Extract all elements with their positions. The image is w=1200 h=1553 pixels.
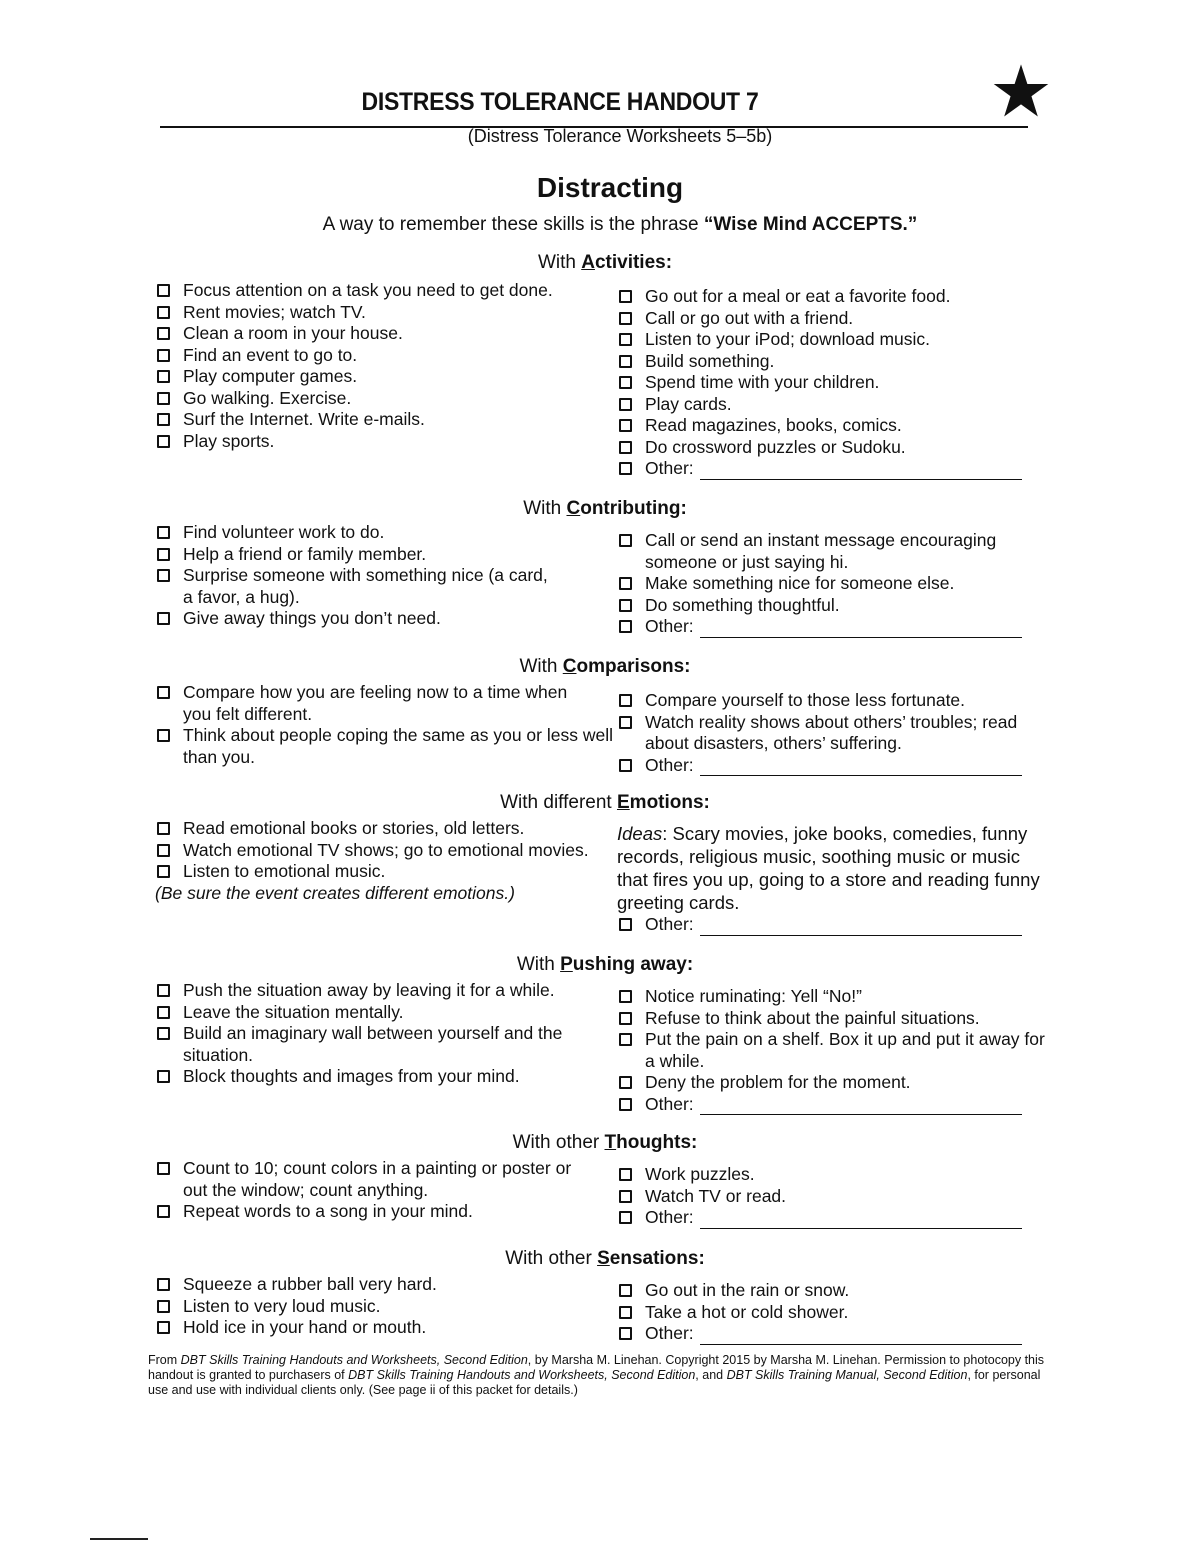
checkbox-icon[interactable] bbox=[619, 599, 632, 612]
item-text: Squeeze a rubber ball very hard. bbox=[183, 1274, 437, 1294]
item-text: Do something thoughtful. bbox=[645, 594, 840, 615]
checklist-item[interactable] bbox=[155, 565, 548, 608]
checkbox-icon[interactable] bbox=[157, 844, 170, 857]
checklist-item[interactable] bbox=[155, 323, 600, 345]
heading-key-rest: ensations: bbox=[609, 1248, 705, 1269]
item-text: Build something. bbox=[645, 350, 775, 371]
checkbox-icon[interactable] bbox=[157, 284, 170, 297]
checklist-item[interactable] bbox=[617, 1164, 1057, 1186]
item-text: Go walking. Exercise. bbox=[183, 387, 352, 408]
checkbox-icon[interactable] bbox=[619, 1306, 632, 1319]
checklist-item[interactable] bbox=[155, 1296, 600, 1318]
checkbox-icon[interactable] bbox=[619, 1327, 632, 1340]
checklist-item[interactable] bbox=[617, 308, 1057, 330]
item-text: Hold ice in your hand or mouth. bbox=[183, 1317, 427, 1337]
checklist-item[interactable] bbox=[155, 608, 600, 630]
right-column bbox=[617, 1280, 1057, 1345]
checklist-item[interactable] bbox=[155, 1158, 583, 1201]
other-write-in-line[interactable] bbox=[700, 1210, 1022, 1229]
item-text: Go out for a meal or eat a favorite food. bbox=[645, 286, 951, 306]
checklist-item[interactable] bbox=[155, 840, 603, 862]
checkbox-icon[interactable] bbox=[619, 419, 632, 432]
checkbox-icon[interactable] bbox=[157, 1027, 170, 1040]
checklist-item[interactable] bbox=[617, 1280, 1057, 1302]
right-column bbox=[617, 822, 1057, 936]
checklist-item[interactable] bbox=[617, 286, 1057, 308]
heading-key bbox=[563, 656, 691, 677]
footer-text: , for personal use and use with individual clients only. (See page ii of this packet for details.) bbox=[148, 1368, 1041, 1397]
checklist-item[interactable] bbox=[155, 522, 600, 544]
item-text: Clean a room in your house. bbox=[183, 323, 403, 343]
other-write-in-line[interactable] bbox=[700, 757, 1022, 776]
item-text: Push the situation away by leaving it for a while. bbox=[183, 980, 555, 1000]
checkbox-icon[interactable] bbox=[157, 435, 170, 448]
checkbox-icon[interactable] bbox=[157, 370, 170, 383]
heading-key-letter: T bbox=[604, 1132, 617, 1153]
other-item[interactable] bbox=[617, 914, 1057, 936]
item-text: Block thoughts and images from your mind. bbox=[183, 1066, 520, 1086]
checkbox-icon[interactable] bbox=[619, 1033, 632, 1046]
ideas-body: : Scary movies, joke books, comedies, funny records, religious music, soothing music or music that fires you up, going to a store and reading funny greeting cards. bbox=[617, 823, 1040, 913]
checkbox-icon[interactable] bbox=[157, 1300, 170, 1313]
section-thoughts bbox=[155, 1130, 1055, 1236]
checklist-item[interactable] bbox=[155, 431, 600, 453]
page-corner-rule bbox=[90, 1538, 148, 1540]
checkbox-icon[interactable] bbox=[619, 534, 632, 547]
heading-prefix: With bbox=[519, 656, 563, 677]
checkbox-icon[interactable] bbox=[619, 1284, 632, 1297]
heading-prefix: With different bbox=[500, 792, 617, 813]
item-text: Call or go out with a friend. bbox=[645, 307, 854, 328]
checkbox-icon[interactable] bbox=[619, 759, 632, 772]
item-text: Read magazines, books, comics. bbox=[645, 415, 902, 435]
handout-title: DISTRESS TOLERANCE HANDOUT 7 bbox=[361, 88, 759, 116]
left-column bbox=[155, 980, 600, 1088]
checklist-item[interactable] bbox=[155, 1201, 600, 1223]
checklist-item[interactable] bbox=[155, 366, 600, 388]
item-text: Other: bbox=[645, 1323, 694, 1343]
checkbox-icon[interactable] bbox=[619, 577, 632, 590]
item-text: Play cards. bbox=[645, 393, 732, 414]
item-text: Rent movies; watch TV. bbox=[183, 301, 366, 322]
checkbox-icon[interactable] bbox=[157, 686, 170, 699]
other-write-in-line[interactable] bbox=[700, 1096, 1022, 1115]
checklist-item[interactable] bbox=[155, 1023, 613, 1066]
item-text: Watch TV or read. bbox=[645, 1185, 787, 1206]
item-text: Call or send an instant message encouraging someone or just saying hi. bbox=[645, 530, 997, 572]
item-text: Other: bbox=[645, 914, 694, 934]
heading-prefix: With other bbox=[512, 1132, 605, 1153]
item-text: Read emotional books or stories, old letters. bbox=[183, 818, 525, 838]
item-text: Help a friend or family member. bbox=[183, 543, 427, 564]
section-heading bbox=[155, 654, 1055, 680]
checkbox-icon[interactable] bbox=[619, 716, 632, 729]
checklist-item[interactable] bbox=[617, 437, 1057, 459]
checkbox-icon[interactable] bbox=[619, 441, 632, 454]
other-item[interactable] bbox=[617, 755, 1057, 777]
checkbox-icon[interactable] bbox=[157, 392, 170, 405]
heading-key-rest: ontributing: bbox=[580, 498, 687, 519]
checklist-item[interactable] bbox=[155, 1002, 600, 1024]
star-icon bbox=[992, 62, 1050, 120]
item-text: Other: bbox=[645, 754, 694, 775]
heading-prefix: With bbox=[523, 498, 567, 519]
item-text: Play computer games. bbox=[183, 366, 358, 386]
footer-book-title: DBT Skills Training Manual, Second Edition bbox=[726, 1368, 968, 1382]
item-text: Deny the problem for the moment. bbox=[645, 1072, 911, 1092]
item-text: Listen to emotional music. bbox=[183, 861, 386, 881]
checklist-item[interactable] bbox=[617, 1302, 1057, 1324]
checklist-item[interactable] bbox=[155, 980, 583, 1002]
left-column bbox=[155, 1158, 600, 1223]
heading-key bbox=[581, 252, 672, 273]
page-title: Distracting bbox=[536, 172, 684, 203]
heading-key-rest: ctivities: bbox=[594, 252, 673, 273]
item-text: Other: bbox=[645, 1207, 694, 1227]
copyright-footer bbox=[148, 1353, 1048, 1398]
heading-key bbox=[617, 792, 710, 813]
checkbox-icon[interactable] bbox=[619, 1190, 632, 1203]
checkbox-icon[interactable] bbox=[619, 312, 632, 325]
section-heading bbox=[155, 496, 1055, 522]
checklist-item[interactable] bbox=[617, 1072, 1057, 1094]
section-pushing-away bbox=[155, 952, 1055, 1118]
right-column bbox=[617, 1164, 1057, 1229]
item-text: Other: bbox=[645, 1093, 694, 1114]
heading-prefix: With bbox=[516, 954, 561, 975]
checkbox-icon[interactable] bbox=[619, 1012, 632, 1025]
item-text: Go out in the rain or snow. bbox=[645, 1280, 850, 1300]
checklist-item[interactable] bbox=[617, 530, 1055, 573]
checkbox-icon[interactable] bbox=[157, 729, 170, 742]
other-item[interactable] bbox=[617, 1207, 1057, 1229]
heading-key-letter: E bbox=[616, 792, 630, 813]
section-heading bbox=[155, 1130, 1055, 1156]
checkbox-icon[interactable] bbox=[157, 306, 170, 319]
right-column bbox=[617, 986, 1057, 1115]
item-text: Notice ruminating: Yell “No!” bbox=[645, 986, 862, 1006]
checkbox-icon[interactable] bbox=[157, 612, 170, 625]
item-text: Repeat words to a song in your mind. bbox=[183, 1201, 473, 1221]
other-item[interactable] bbox=[617, 1323, 1057, 1345]
item-text: Count to 10; count colors in a painting or poster or out the window; count anything. bbox=[183, 1158, 572, 1200]
checklist-item[interactable] bbox=[617, 394, 1057, 416]
left-column bbox=[155, 280, 600, 452]
checklist-item[interactable] bbox=[617, 712, 1055, 755]
checklist-item[interactable] bbox=[155, 1066, 600, 1088]
checkbox-icon[interactable] bbox=[157, 865, 170, 878]
heading-key-letter: C bbox=[566, 498, 581, 519]
section-comparisons bbox=[155, 654, 1055, 780]
heading-key-letter: P bbox=[560, 954, 573, 975]
other-item[interactable] bbox=[617, 616, 1057, 638]
item-text: Listen to very loud music. bbox=[183, 1295, 381, 1316]
checkbox-icon[interactable] bbox=[619, 355, 632, 368]
section-contributing bbox=[155, 496, 1055, 642]
section-heading bbox=[155, 250, 1055, 276]
checkbox-icon[interactable] bbox=[157, 1205, 170, 1218]
footer-book-title: DBT Skills Training Handouts and Worksheets, Second Edition bbox=[180, 1353, 528, 1367]
item-text: Surf the Internet. Write e-mails. bbox=[183, 409, 425, 429]
right-column bbox=[617, 530, 1057, 638]
item-text: Leave the situation mentally. bbox=[183, 1001, 404, 1022]
checkbox-icon[interactable] bbox=[619, 1098, 632, 1111]
heading-prefix: With other bbox=[505, 1248, 598, 1269]
checklist-item[interactable] bbox=[155, 1317, 600, 1339]
checkbox-icon[interactable] bbox=[619, 694, 632, 707]
checkbox-icon[interactable] bbox=[619, 398, 632, 411]
checkbox-icon[interactable] bbox=[157, 349, 170, 362]
heading-key bbox=[560, 954, 693, 975]
checklist-item[interactable] bbox=[617, 1029, 1045, 1072]
footer-text: , by Marsha M. Linehan. Copyright 2015 by Marsha M. Linehan. Permission to photocopy this handout is granted to purchasers of bbox=[148, 1353, 1045, 1382]
checklist-item[interactable] bbox=[155, 682, 588, 725]
checklist-item[interactable] bbox=[155, 302, 600, 324]
other-write-in-line[interactable] bbox=[700, 461, 1022, 480]
checkbox-icon[interactable] bbox=[157, 569, 170, 582]
item-text: Take a hot or cold shower. bbox=[645, 1301, 849, 1322]
left-column bbox=[155, 522, 600, 630]
checkbox-icon[interactable] bbox=[619, 1211, 632, 1224]
checkbox-icon[interactable] bbox=[157, 822, 170, 835]
heading-key-letter: C bbox=[562, 656, 577, 677]
item-text: Work puzzles. bbox=[645, 1164, 755, 1184]
other-item[interactable] bbox=[617, 458, 1057, 480]
checkbox-icon[interactable] bbox=[157, 1070, 170, 1083]
checklist-item[interactable] bbox=[617, 573, 1057, 595]
item-text: Focus attention on a task you need to get done. bbox=[183, 280, 553, 300]
handout-header bbox=[160, 78, 1035, 128]
checklist-item[interactable] bbox=[155, 1274, 600, 1296]
checkbox-icon[interactable] bbox=[157, 1162, 170, 1175]
heading-key-letter: A bbox=[581, 252, 595, 273]
item-text: Find an event to go to. bbox=[183, 344, 358, 365]
checkbox-icon[interactable] bbox=[157, 526, 170, 539]
checkbox-icon[interactable] bbox=[619, 1168, 632, 1181]
checklist-item[interactable] bbox=[155, 725, 613, 768]
heading-key bbox=[566, 498, 686, 519]
note-text: (Be sure the event creates different emotions.) bbox=[155, 882, 515, 903]
left-column bbox=[155, 818, 600, 904]
heading-prefix: With bbox=[537, 252, 582, 273]
section-emotions bbox=[155, 790, 1055, 946]
checklist-item[interactable] bbox=[617, 372, 1057, 394]
other-write-in-line[interactable] bbox=[700, 1326, 1022, 1345]
item-text: Find volunteer work to do. bbox=[183, 522, 385, 542]
other-write-in-line[interactable] bbox=[700, 619, 1022, 638]
other-write-in-line[interactable] bbox=[700, 917, 1022, 936]
ideas-label: Ideas bbox=[617, 823, 663, 844]
item-text: Give away things you don’t need. bbox=[183, 608, 441, 628]
checkbox-icon[interactable] bbox=[619, 1076, 632, 1089]
checklist-item[interactable] bbox=[617, 351, 1057, 373]
item-text: Refuse to think about the painful situations. bbox=[645, 1007, 980, 1028]
right-column bbox=[617, 690, 1057, 776]
section-activities bbox=[155, 250, 1055, 486]
checklist-item[interactable] bbox=[155, 818, 600, 840]
section-heading bbox=[155, 1246, 1055, 1272]
heading-key-rest: omparisons: bbox=[576, 656, 691, 677]
checkbox-icon[interactable] bbox=[619, 376, 632, 389]
heading-key bbox=[605, 1132, 698, 1153]
checkbox-icon[interactable] bbox=[157, 413, 170, 426]
checklist-item[interactable] bbox=[155, 861, 600, 883]
checkbox-icon[interactable] bbox=[157, 548, 170, 561]
checklist-item[interactable] bbox=[617, 415, 1057, 437]
checkbox-icon[interactable] bbox=[157, 327, 170, 340]
heading-key bbox=[597, 1248, 705, 1269]
item-text: Put the pain on a shelf. Box it up and put it away for a while. bbox=[645, 1029, 1045, 1071]
checklist-item[interactable] bbox=[617, 690, 1057, 712]
other-item[interactable] bbox=[617, 1094, 1057, 1116]
checklist-item[interactable] bbox=[155, 345, 600, 367]
item-text: Other: bbox=[645, 458, 694, 478]
heading-key-rest: ushing away: bbox=[572, 954, 694, 975]
checklist-item[interactable] bbox=[155, 280, 600, 302]
item-text: Compare how you are feeling now to a time when you felt different. bbox=[183, 682, 568, 724]
footer-book-title: DBT Skills Training Handouts and Worksheets, Second Edition bbox=[348, 1368, 696, 1382]
item-text: Listen to your iPod; download music. bbox=[645, 329, 931, 349]
left-column bbox=[155, 1274, 600, 1339]
checkbox-icon[interactable] bbox=[157, 984, 170, 997]
item-text: Surprise someone with something nice (a card, a favor, a hug). bbox=[183, 565, 548, 607]
footer-text: From bbox=[148, 1353, 181, 1367]
checklist-item[interactable] bbox=[155, 544, 600, 566]
checklist-item[interactable] bbox=[617, 1186, 1057, 1208]
checklist-item[interactable] bbox=[617, 1008, 1057, 1030]
checkbox-icon[interactable] bbox=[619, 990, 632, 1003]
section-heading bbox=[155, 952, 1055, 978]
intro-phrase: “Wise Mind ACCEPTS.” bbox=[703, 214, 918, 235]
item-text: Compare yourself to those less fortunate. bbox=[645, 690, 966, 710]
item-text: Do crossword puzzles or Sudoku. bbox=[645, 436, 906, 457]
checkbox-icon[interactable] bbox=[157, 1278, 170, 1291]
item-text: Spend time with your children. bbox=[645, 372, 880, 392]
item-text: Think about people coping the same as you or less well than you. bbox=[183, 725, 613, 767]
item-text: Other: bbox=[645, 616, 694, 636]
checkbox-icon[interactable] bbox=[619, 620, 632, 633]
left-column bbox=[155, 682, 613, 768]
heading-key-rest: houghts: bbox=[616, 1132, 698, 1153]
item-text: Watch emotional TV shows; go to emotional movies. bbox=[183, 839, 589, 860]
footer-text: , and bbox=[695, 1368, 727, 1382]
item-text: Build an imaginary wall between yourself and the situation. bbox=[183, 1023, 563, 1065]
item-text: Watch reality shows about others’ troubles; read about disasters, others’ suffering. bbox=[645, 711, 1018, 753]
checkbox-icon[interactable] bbox=[619, 462, 632, 475]
item-text: Make something nice for someone else. bbox=[645, 573, 955, 593]
checkbox-icon[interactable] bbox=[619, 290, 632, 303]
intro-text bbox=[160, 214, 1080, 236]
checklist-item[interactable] bbox=[617, 986, 1057, 1008]
section-heading bbox=[155, 790, 1055, 816]
checklist-item[interactable] bbox=[155, 388, 600, 410]
item-text: Play sports. bbox=[183, 430, 275, 451]
right-column bbox=[617, 286, 1057, 480]
section-sensations bbox=[155, 1246, 1055, 1352]
checkbox-icon[interactable] bbox=[619, 333, 632, 346]
heading-key-letter: S bbox=[597, 1248, 610, 1269]
checkbox-icon[interactable] bbox=[157, 1321, 170, 1334]
ideas-text bbox=[617, 822, 1047, 914]
handout-subtitle: (Distress Tolerance Worksheets 5–5b) bbox=[467, 126, 773, 146]
checklist-item[interactable] bbox=[617, 595, 1057, 617]
heading-key-rest: motions: bbox=[629, 792, 710, 813]
intro-sentence: A way to remember these skills is the phrase bbox=[322, 214, 704, 235]
checkbox-icon[interactable] bbox=[619, 918, 632, 931]
checklist-item[interactable] bbox=[155, 409, 600, 431]
checklist-item[interactable] bbox=[617, 329, 1057, 351]
checkbox-icon[interactable] bbox=[157, 1006, 170, 1019]
